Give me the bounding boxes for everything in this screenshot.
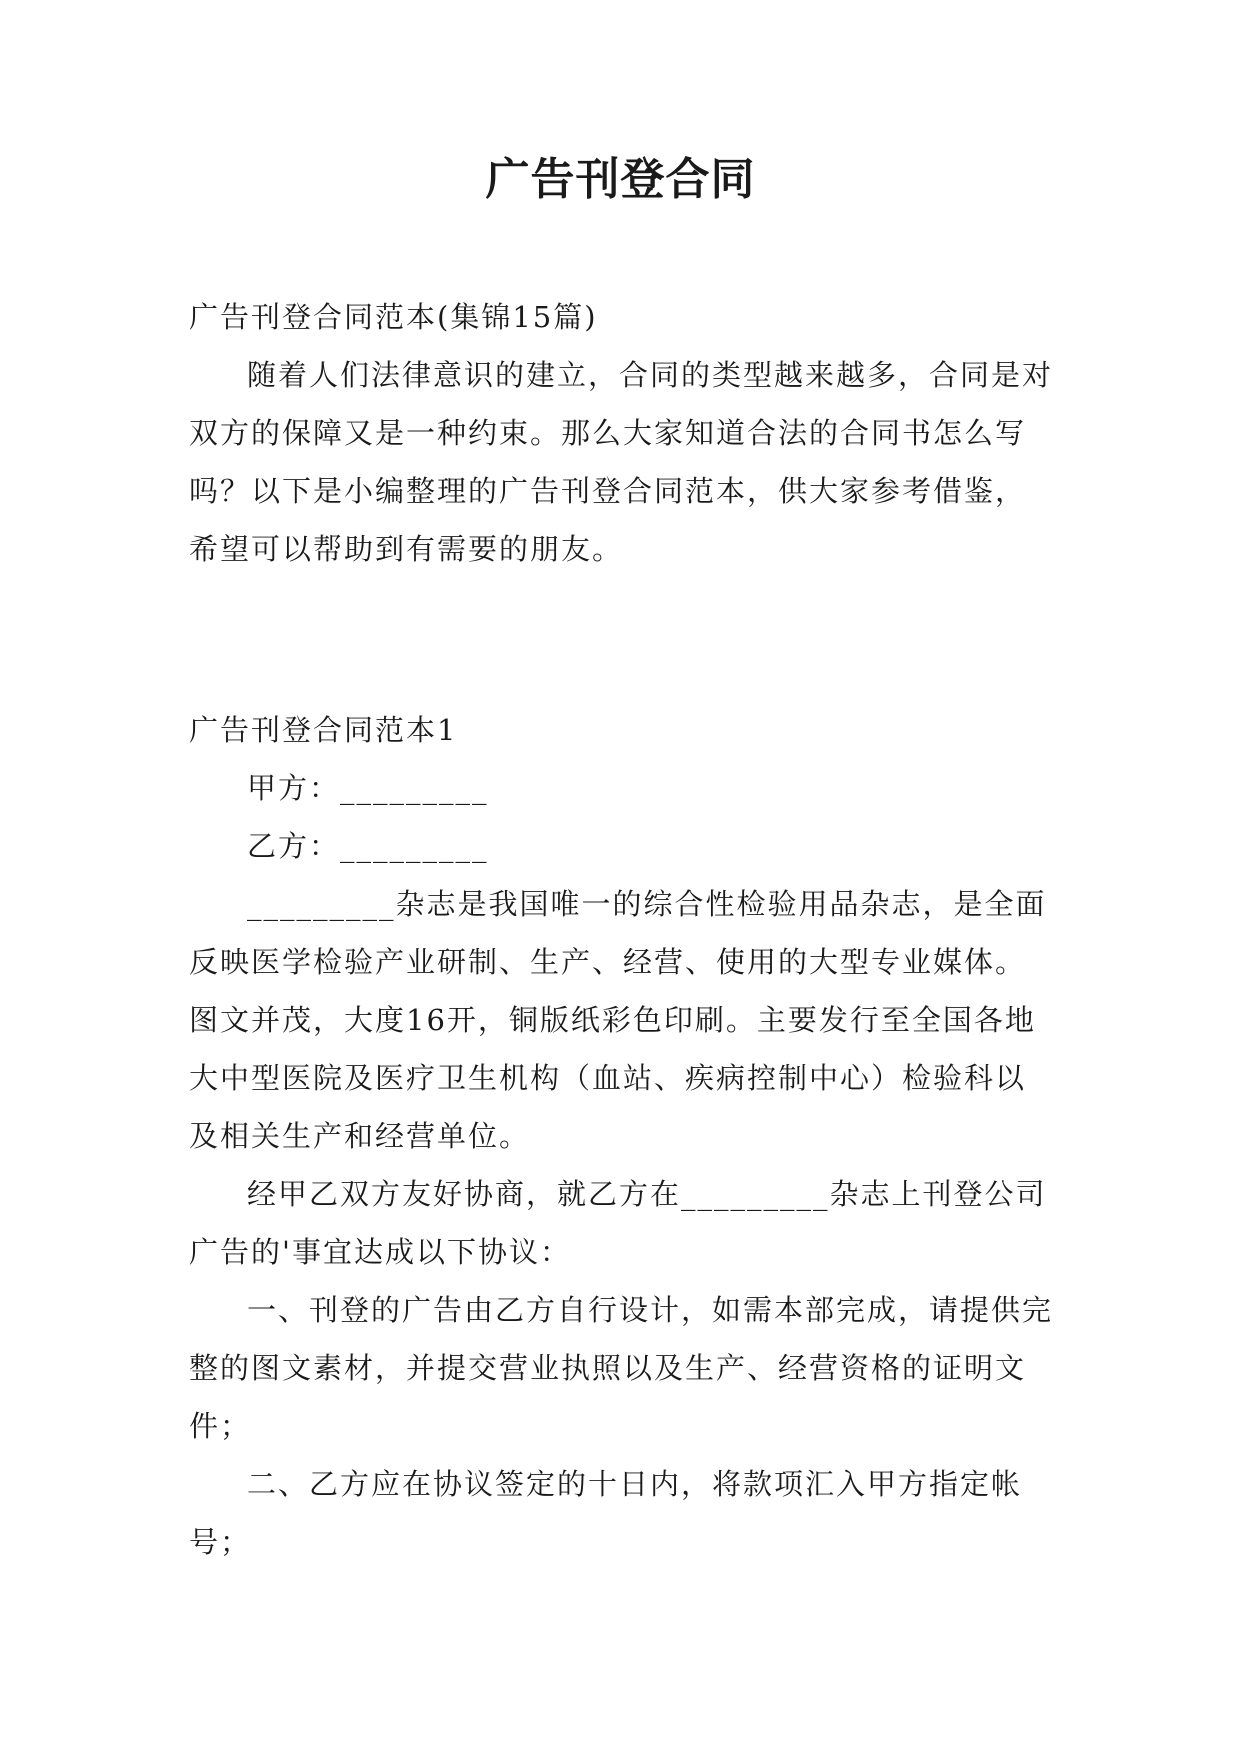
paragraph-agreement: 经甲乙双方友好协商，就乙方在_________杂志上刊登公司广告的'事宜达成以下协议： [189,1177,1047,1269]
document-title: 广告刊登合同 [485,154,756,205]
section-1 [189,701,1056,1571]
intro-paragraph: 随着人们法律意识的建立，合同的类型越来越多，合同是对双方的保障又是一种约束。那么大家知道合法的合同书怎么写吗？以下是小编整理的广告刊登合同范本，供大家参考借鉴，希望可以帮助到有需要的朋友。 [189,358,1054,566]
paragraph-magazine-intro: _________杂志是我国唯一的综合性检验用品杂志，是全面反映医学检验产业研制、生产、经营、使用的大型专业媒体。图文并茂，大度16开，铜版纸彩色印刷。主要发行至全国各地大中型医院及医疗卫生机构（血站、疾病控制中心）检验科以及相关生产和经营单位。 [189,887,1047,1153]
intro-block [189,288,1056,578]
party-b-line: 乙方：_________ [247,829,489,863]
document-subtitle: 广告刊登合同范本(集锦15篇) [189,300,598,334]
clause-one: 一、刊登的广告由乙方自行设计，如需本部完成，请提供完整的图文素材，并提交营业执照以及生产、经营资格的证明文件； [189,1293,1054,1443]
party-a-line: 甲方：_________ [247,771,489,805]
section-heading: 广告刊登合同范本1 [189,713,458,747]
clause-two: 二、乙方应在协议签定的十日内，将款项汇入甲方指定帐号； [189,1467,1023,1559]
